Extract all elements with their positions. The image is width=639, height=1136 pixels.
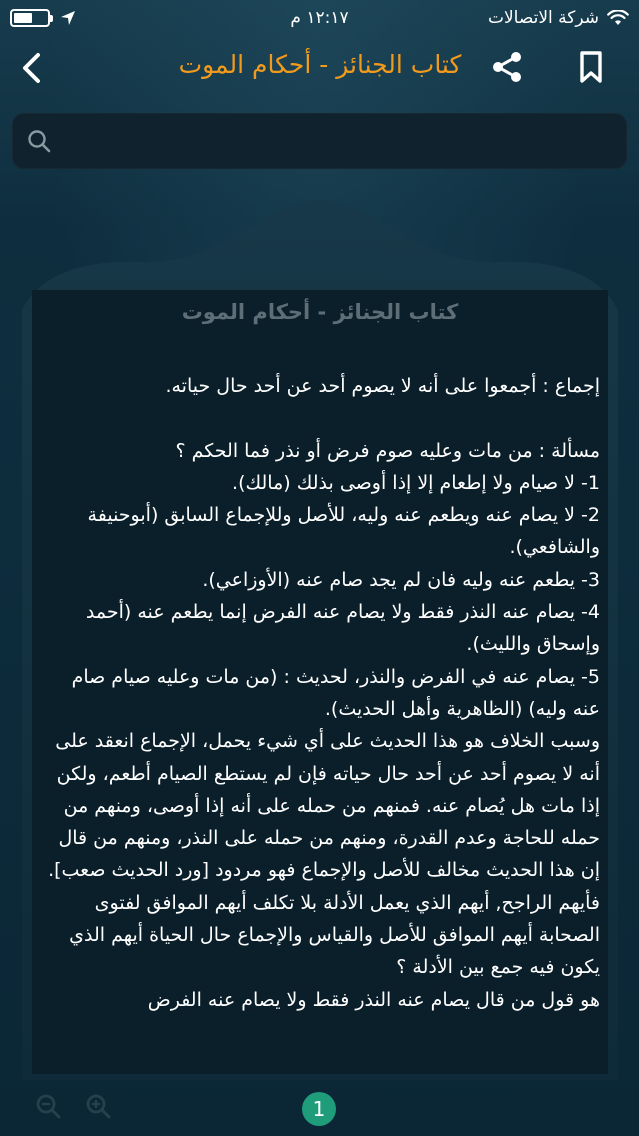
search-icon: [26, 128, 52, 154]
book-heading: كتاب الجنائز - أحكام الموت: [181, 300, 459, 324]
page-number-badge[interactable]: 1: [302, 1092, 336, 1126]
carrier-name: شركة الاتصالات: [487, 8, 599, 28]
chevron-left-icon: [14, 50, 50, 86]
back-button[interactable]: [14, 50, 50, 86]
nav-title: كتاب الجنائز - أحكام الموت: [178, 50, 462, 79]
status-left: [10, 9, 210, 27]
zoom-out-icon: [34, 1092, 62, 1120]
status-bar: [0, 0, 639, 36]
body-text: إجماع : أجمعوا على أنه لا يصوم أحد عن أحد حال حياته. مسألة : من مات وعليه صوم فرض أو نذر فما الحكم ؟ 1- لا صيام ولا إطعام إلا إذا أوصى بذلك (مالك). 2- لا يصام عنه ويطعم عنه وليه، للأصل وللإجماع السابق (أبوحنيفة والشافعي). 3- يطعم عنه وليه فان لم يجد صام عنه (الأوزاعي). 4- يصام عنه النذر فقط ولا يصام عنه الفرض إنما يطعم عنه (أحمد وإسحاق والليث). 5- يصام عنه في الفرض والنذر، لحديث : (من مات وعليه صيام صام عنه وليه) (الظاهرية وأهل الحديث). وسبب الخلاف هو هذا الحديث على أي شيء يحمل، الإجماع انعقد على أنه لا يصوم أحد عن أحد حال حياته فإن لم يستطع الصيام أطعم، ولكن إذا مات هل يُصام عنه. فمنهم من حمله على أنه إذا أوصى، ومنهم من حمله للحاجة وعدم القدرة، ومنهم من حمله على النذر، ومنهم من قال إن هذا الحديث مخالف للأصل والإجماع فهو مردود [ورد الحديث صعب]. فأيهم الراجح, أيهم الذي يعمل الأدلة بلا تكلف أيهم الموافق لفتوى الصحابة أيهم الموافق للأصل والقياس والإجماع حال الحياة أيهم الذي يكون فيه جمع بين الأدلة ؟ هو قول من قال يصام عنه النذر فقط ولا يصام عنه الفرض: [48, 375, 600, 1011]
share-button[interactable]: [490, 50, 524, 84]
status-right: [429, 8, 629, 28]
zoom-in-icon: [84, 1092, 112, 1120]
search-input[interactable]: [62, 121, 612, 161]
status-time: ١٢:١٧ م: [290, 8, 349, 28]
zoom-out-button[interactable]: [34, 1092, 62, 1120]
location-arrow-icon: [60, 10, 76, 26]
battery-icon: [10, 9, 50, 27]
bookmark-button[interactable]: [576, 50, 606, 84]
share-icon: [490, 50, 524, 84]
zoom-in-button[interactable]: [84, 1092, 112, 1120]
wifi-icon: [607, 10, 629, 26]
bottom-bar: [0, 1084, 639, 1136]
search-bar: [12, 113, 627, 169]
bookmark-icon: [576, 50, 606, 84]
battery-level: [14, 13, 32, 23]
nav-bar: [0, 36, 639, 100]
